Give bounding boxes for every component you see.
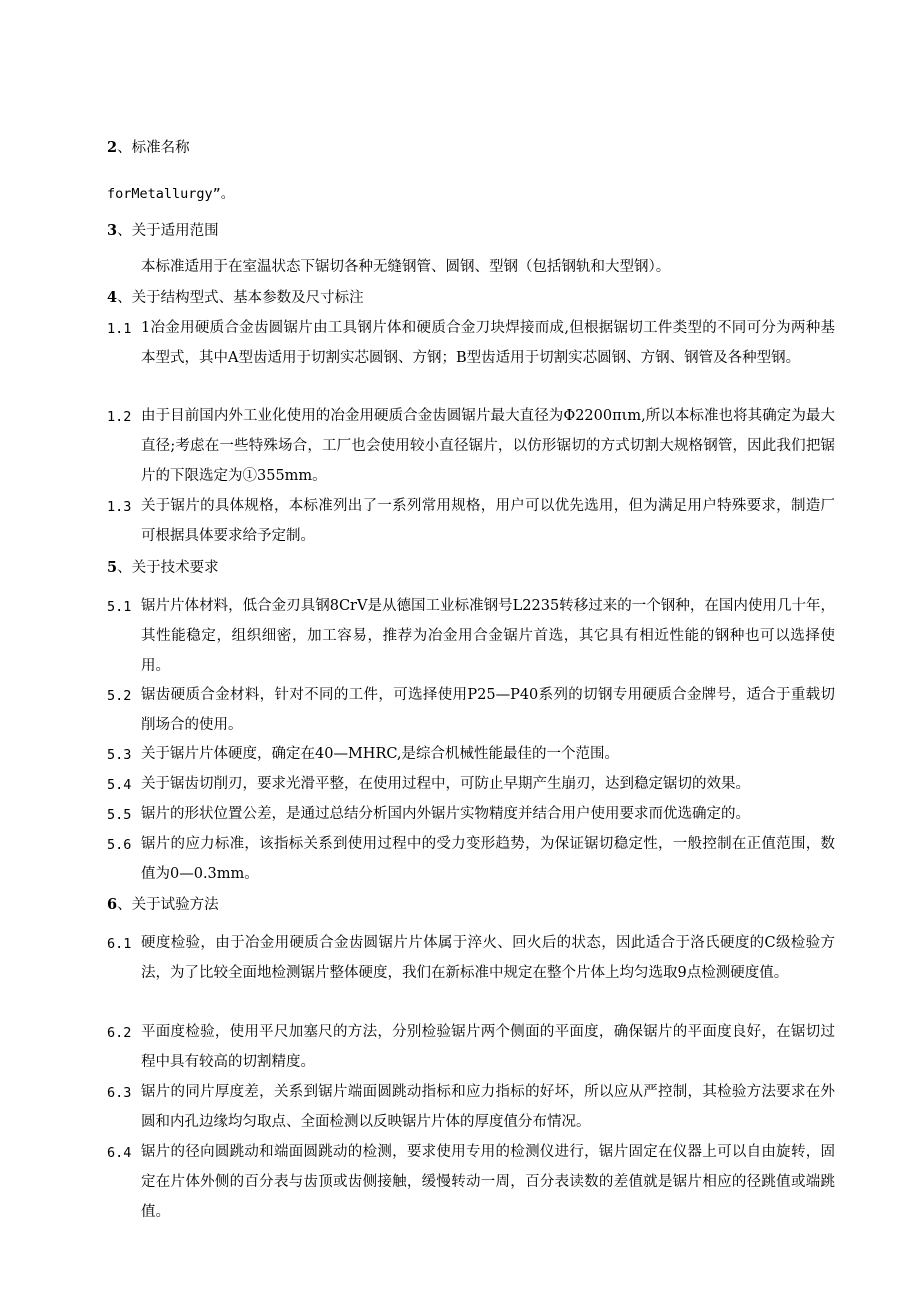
section-number: 4 — [107, 289, 118, 306]
item-text: 锯片的应力标准，该指标关系到使用过程中的受力变形趋势，为保证锯切稳定性，一般控制在正值范围，数值为0—0.3mm。 — [141, 836, 835, 882]
item-text: 锯片片体材料，低合金刃具钢8CrV是从德国工业标准钢号L2235转移过来的一个钢种，在国内使用几十年，其性能稳定，组织细密，加工容易，推荐为冶金用合金锯片首选，其它具有相近性能的钢种也可以选择使用。 — [141, 598, 835, 674]
item-text: 1冶金用硬质合金齿圆锯片由工具钢片体和硬质合金刀块焊接而成,但根据锯切工件类型的不同可分为两种基本型式，其中A型齿适用于切割实芯圆钢、方钢；B型齿适用于切割实芯圆钢、方钢、钢管及各种型钢。 — [141, 320, 835, 366]
item-text: 由于目前国内外工业化使用的冶金用硬质合金齿圆锯片最大直径为Φ2200πιm,所以本标准也将其确定为最大直径;考虑在一些特殊场合，工厂也会使用较小直径锯片，以仿形锯切的方式切割大规格钢管，因此我们把锯片的下限选定为①355mm。 — [141, 408, 835, 484]
item-number: 1.1 — [107, 321, 132, 337]
section-heading-6 — [107, 898, 219, 913]
section-heading-2 — [107, 141, 190, 156]
section-title: 、关于试验方法 — [117, 897, 219, 913]
section-heading-5 — [107, 561, 219, 576]
section-2-body: forMetallurgy”。 — [107, 186, 235, 202]
item-text: 锯片的同片厚度差，关系到锯片端面圆跳动指标和应力指标的好坏，所以应从严控制，其检验方法要求在外圆和内孔边缘均匀取点、全面检测以反映锯片片体的厚度值分布情况。 — [141, 1084, 835, 1130]
section-number: 2 — [107, 139, 118, 156]
item-text: 关于锯齿切削刃，要求光滑平整，在使用过程中，可防止早期产生崩刃，达到稳定锯切的效果。 — [141, 776, 750, 792]
item-text: 关于锯片片体硬度，确定在40—MHRC,是综合机械性能最佳的一个范围。 — [141, 746, 620, 762]
item-text: 锯片的径向圆跳动和端面圆跳动的检测，要求使用专用的检测仪进行，锯片固定在仪器上可以自由旋转，固定在片体外侧的百分表与齿顶或齿侧接触，缓慢转动一周，百分表读数的差值就是锯片相应的径跳值或端跳值。 — [141, 1144, 835, 1220]
item-text: 锯片的形状位置公差，是通过总结分析国内外锯片实物精度并结合用户使用要求而优选确定的。 — [141, 806, 750, 822]
section-title: 、关于适用范围 — [117, 223, 219, 239]
item-text: 硬度检验，由于冶金用硬质合金齿圆锯片片体属于淬火、回火后的状态，因此适合于洛氏硬度的C级检验方法，为了比较全面地检测锯片整体硬度，我们在新标准中规定在整个片体上均匀选取9点检测硬度值。 — [141, 935, 835, 981]
item-number: 5.4 — [107, 777, 132, 793]
item-number: 6.2 — [107, 1025, 132, 1041]
item-number: 6.3 — [107, 1085, 132, 1101]
section-number: 3 — [107, 222, 118, 239]
item-number: 5.5 — [107, 807, 132, 823]
section-title: 、关于技术要求 — [117, 560, 219, 576]
section-heading-3 — [107, 224, 219, 239]
item-text: 平面度检验，使用平尺加塞尺的方法，分别检验锯片两个侧面的平面度，确保锯片的平面度良好，在锯切过程中具有较高的切割精度。 — [141, 1024, 835, 1070]
item-number: 6.4 — [107, 1145, 132, 1161]
item-number: 5.3 — [107, 747, 132, 763]
item-number: 1.2 — [107, 409, 132, 425]
section-3-body: 本标准适用于在室温状态下锯切各种无缝钢管、圆钢、型钢（包括钢轨和大型钢）。 — [141, 259, 671, 275]
section-title: 、关于结构型式、基本参数及尺寸标注 — [117, 290, 364, 306]
item-number: 5.6 — [107, 837, 132, 853]
item-text: 锯齿硬质合金材料，针对不同的工件，可选择使用P25—P40系列的切钢专用硬质合金牌号，适合于重载切削场合的使用。 — [141, 687, 835, 733]
item-number: 6.1 — [107, 936, 132, 952]
item-text: 关于锯片的具体规格，本标准列出了一系列常用规格，用户可以优先选用，但为满足用户特殊要求，制造厂可根据具体要求给予定制。 — [141, 498, 835, 544]
item-number: 1.3 — [107, 499, 132, 515]
item-number: 5.2 — [107, 688, 132, 704]
item-number: 5.1 — [107, 599, 132, 615]
section-number: 5 — [107, 559, 118, 576]
section-title: 、标准名称 — [117, 140, 190, 156]
section-heading-4 — [107, 291, 364, 306]
section-number: 6 — [107, 896, 118, 913]
